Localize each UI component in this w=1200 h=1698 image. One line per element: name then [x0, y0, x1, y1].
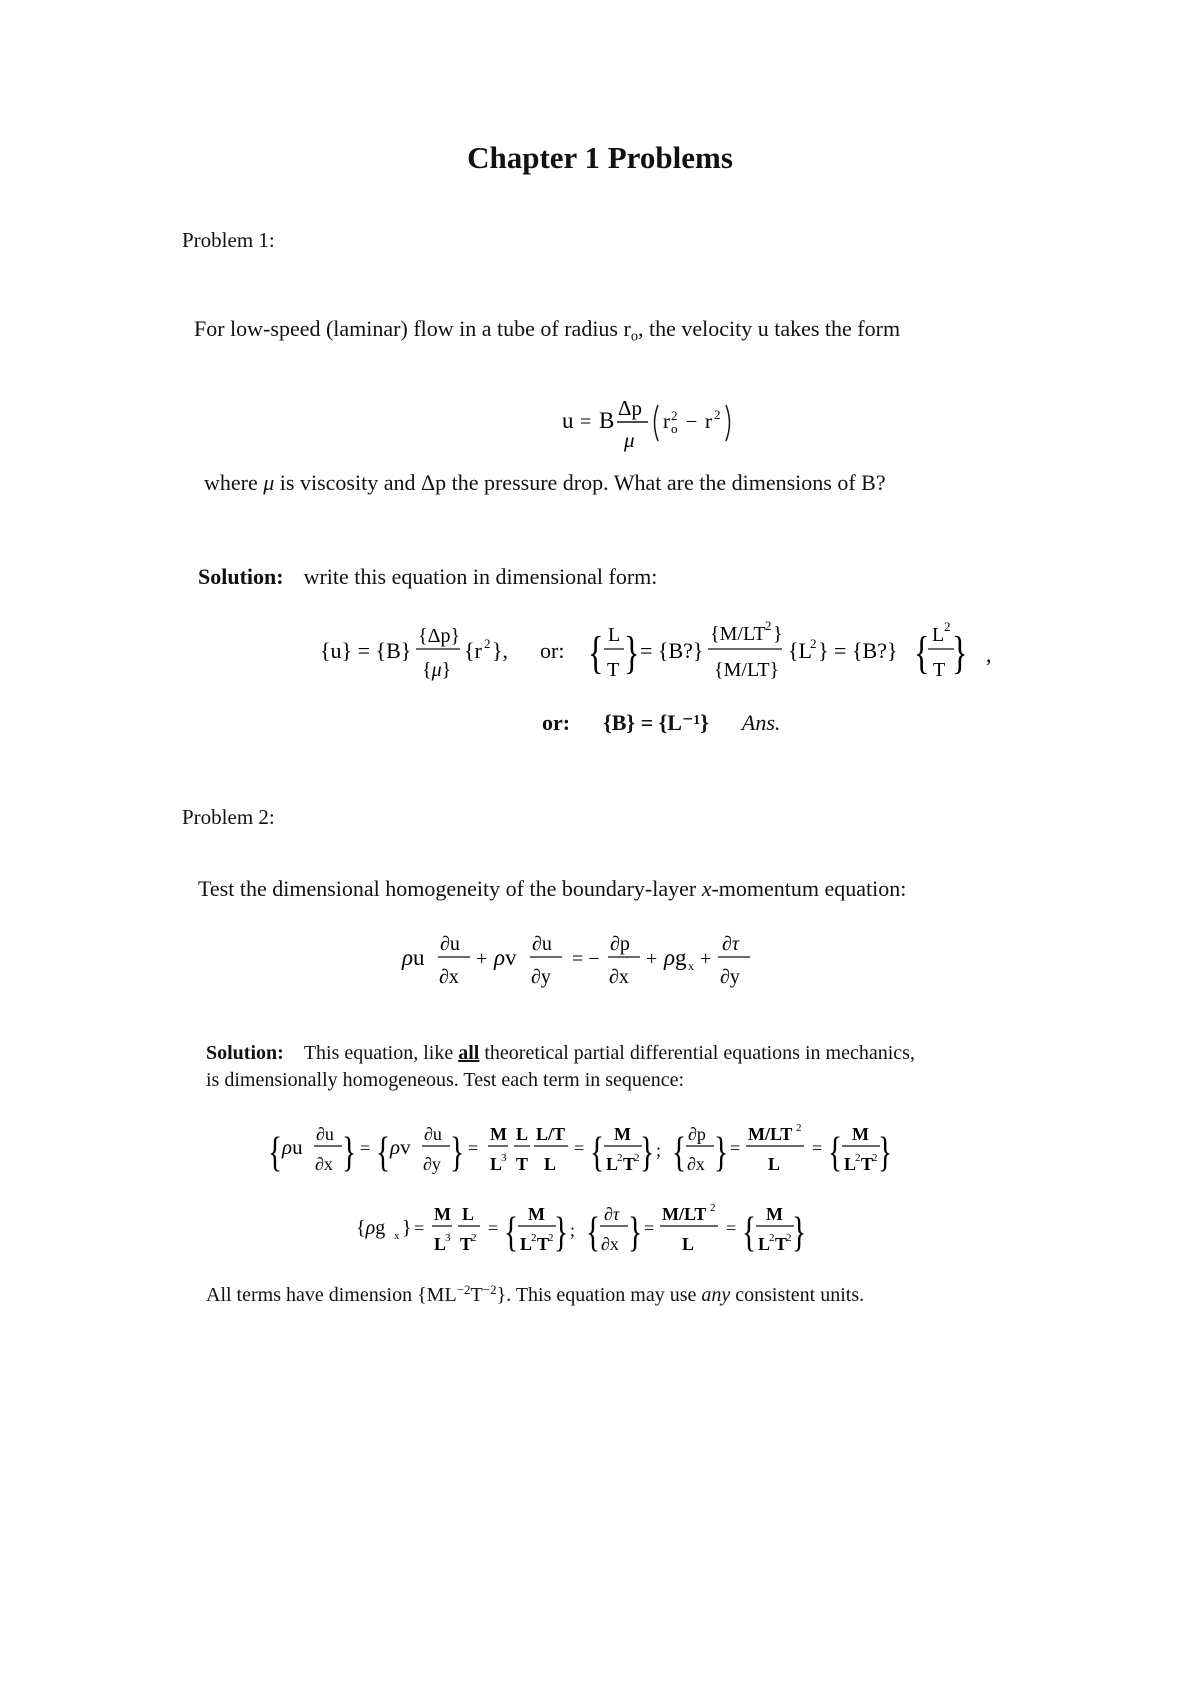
answer-value: {B} = {L⁻¹} — [603, 710, 709, 735]
svg-text:x: x — [688, 959, 694, 973]
solution-label: Solution: — [198, 564, 284, 589]
svg-text:∂u: ∂u — [532, 933, 552, 955]
svg-text:∂x: ∂x — [687, 1154, 705, 1174]
problem-2-heading: Problem 2: — [182, 805, 275, 829]
svg-text:∂p: ∂p — [688, 1124, 706, 1144]
svg-text:L: L — [932, 624, 945, 646]
svg-text:+: + — [476, 948, 488, 970]
svg-text:{ρg: {ρg — [356, 1217, 386, 1239]
svg-text:2: 2 — [671, 408, 678, 423]
svg-text:2: 2 — [531, 1232, 537, 1244]
svg-text:{u} = {B}: {u} = {B} — [320, 638, 412, 663]
svg-text:∂x: ∂x — [439, 966, 459, 988]
svg-text:∂x: ∂x — [601, 1234, 619, 1254]
solution-label: Solution: — [206, 1042, 284, 1064]
svg-text:u: u — [562, 408, 574, 433]
svg-text:L: L — [462, 1204, 475, 1224]
svg-text:2: 2 — [872, 1152, 878, 1164]
svg-text:;: ; — [570, 1220, 576, 1240]
svg-text:}: } — [554, 1208, 569, 1256]
svg-text:}: } — [342, 1128, 357, 1176]
svg-text:M/LT: M/LT — [748, 1124, 793, 1144]
svg-text:2: 2 — [944, 619, 951, 634]
problem-1-equation — [560, 385, 760, 455]
svg-text:2: 2 — [796, 1122, 802, 1134]
svg-text:∂x: ∂x — [609, 966, 629, 988]
svg-text:2: 2 — [710, 1202, 716, 1214]
problem-1-where: where μ is viscosity and Δp the pressure drop. What are the dimensions of B? — [204, 470, 886, 495]
svg-text:x: x — [394, 1230, 400, 1242]
svg-text:}: } — [792, 1208, 807, 1256]
svg-text:2: 2 — [810, 636, 817, 651]
svg-text:}: } — [402, 1217, 412, 1239]
svg-text:T: T — [933, 659, 946, 681]
svg-text:∂u: ∂u — [440, 933, 460, 955]
svg-text:=: = — [726, 1218, 737, 1238]
problem-1-statement: For low-speed (laminar) flow in a tube of radius $r_o$, the velocity u takes the form — [194, 316, 901, 345]
svg-text:or:: or: — [540, 638, 565, 663]
svg-text:∂y: ∂y — [720, 966, 740, 988]
svg-text:∂y: ∂y — [423, 1154, 441, 1174]
svg-text:+: + — [646, 948, 658, 970]
svg-text:{: { — [268, 1128, 283, 1176]
svg-text:= −: = − — [572, 948, 600, 970]
svg-text:B: B — [599, 408, 615, 433]
svg-text:2: 2 — [548, 1232, 554, 1244]
svg-text:L: L — [608, 624, 621, 646]
svg-text:∂x: ∂x — [315, 1154, 333, 1174]
problem-2-conclusion: All terms have dimension $\{ML^{-2}T^{-2}\}$. This equation may use any consistent units. — [206, 1282, 865, 1307]
svg-text:L: L — [434, 1234, 447, 1254]
svg-text:L: L — [606, 1154, 619, 1174]
problem-2-term-equation-2 — [354, 1190, 874, 1270]
svg-text:=: = — [414, 1218, 425, 1238]
svg-text:}: } — [714, 1128, 729, 1176]
svg-text:2: 2 — [471, 1232, 477, 1244]
svg-text:T: T — [516, 1154, 529, 1174]
problem-2-term-equation-1 — [268, 1110, 968, 1190]
svg-text:∂u: ∂u — [424, 1124, 442, 1144]
svg-text:=: = — [468, 1138, 479, 1158]
svg-text:L: L — [844, 1154, 857, 1174]
svg-text:Δp: Δp — [618, 396, 643, 420]
svg-text:2: 2 — [855, 1152, 861, 1164]
svg-text:{r: {r — [464, 638, 482, 663]
svg-text:T: T — [537, 1234, 550, 1254]
svg-text:L: L — [682, 1234, 695, 1254]
svg-text:,: , — [986, 642, 992, 667]
svg-text:∂τ: ∂τ — [604, 1204, 620, 1224]
svg-text:=: = — [580, 411, 592, 433]
svg-text:∂u: ∂u — [316, 1124, 334, 1144]
svg-text:}: } — [952, 627, 968, 679]
svg-text:2: 2 — [765, 618, 772, 633]
svg-text:M: M — [528, 1204, 545, 1224]
svg-text:2: 2 — [634, 1152, 640, 1164]
problem-2-equation — [400, 920, 780, 1000]
svg-text:2: 2 — [769, 1232, 775, 1244]
problem-1-dimensional-equation — [318, 610, 1038, 690]
svg-text:{: { — [588, 627, 604, 679]
svg-text:L: L — [758, 1234, 771, 1254]
answer-label: Ans. — [741, 710, 781, 735]
svg-text:{: { — [914, 627, 930, 679]
svg-text:=: = — [644, 1218, 655, 1238]
svg-text:=: = — [730, 1138, 741, 1158]
svg-text:} = {B?}: } = {B?} — [818, 638, 898, 663]
svg-text:2: 2 — [617, 1152, 623, 1164]
svg-text:{: { — [672, 1128, 687, 1176]
svg-text:}: } — [640, 1128, 655, 1176]
svg-text:{M/LT}: {M/LT} — [714, 659, 780, 681]
svg-text:L/T: L/T — [536, 1124, 566, 1144]
svg-text:∂y: ∂y — [531, 966, 551, 988]
svg-text:=: = — [488, 1218, 499, 1238]
svg-text:r: r — [705, 409, 712, 433]
svg-text:2: 2 — [786, 1232, 792, 1244]
svg-text:μ: μ — [624, 428, 635, 452]
svg-text:{M/LT: {M/LT — [710, 623, 766, 645]
svg-text:= {B?}: = {B?} — [640, 638, 704, 663]
svg-text:T: T — [623, 1154, 636, 1174]
svg-text:3: 3 — [501, 1152, 507, 1164]
svg-text:ρv: ρv — [390, 1135, 411, 1159]
svg-text:T: T — [861, 1154, 874, 1174]
svg-text:o: o — [671, 421, 678, 436]
problem-1-answer: or: {B} = {L⁻¹} Ans. — [542, 710, 781, 735]
svg-text:3: 3 — [445, 1232, 451, 1244]
svg-text:{: { — [504, 1208, 519, 1256]
svg-text:}: } — [878, 1128, 893, 1176]
svg-text:}: } — [624, 627, 640, 679]
svg-text:}: } — [628, 1208, 643, 1256]
svg-text:{: { — [586, 1208, 601, 1256]
svg-text:L: L — [490, 1154, 503, 1174]
svg-text:ρu: ρu — [282, 1135, 303, 1159]
svg-text:=: = — [812, 1138, 823, 1158]
svg-text:∂p: ∂p — [610, 933, 630, 955]
svg-text:=: = — [574, 1138, 585, 1158]
svg-text:2: 2 — [484, 636, 491, 651]
problem-2-statement: Test the dimensional homogeneity of the boundary-layer x-momentum equation: — [198, 876, 907, 901]
svg-text:M: M — [434, 1204, 451, 1224]
svg-text:+: + — [700, 948, 712, 970]
svg-text:L: L — [544, 1154, 557, 1174]
svg-text:M: M — [766, 1204, 783, 1224]
svg-text:{: { — [742, 1208, 757, 1256]
svg-text:2: 2 — [714, 407, 721, 422]
svg-text:{μ}: {μ} — [422, 659, 452, 681]
svg-text:{: { — [828, 1128, 843, 1176]
svg-text:M: M — [490, 1124, 507, 1144]
svg-text:M: M — [852, 1124, 869, 1144]
svg-text:T: T — [607, 659, 620, 681]
svg-text:∂τ: ∂τ — [722, 933, 740, 955]
svg-text:},: }, — [492, 638, 509, 663]
problem-2-solution-text: Solution: This equation, like all theoretical partial differential equations in mechanics, is dimensionally homogeneous. Test each term in sequence: — [206, 1042, 915, 1091]
svg-text:ρu: ρu — [402, 945, 425, 970]
svg-text:=: = — [360, 1138, 371, 1158]
problem-1-solution-line: Solution: write this equation in dimensional form: — [198, 564, 658, 589]
svg-text:M/LT: M/LT — [662, 1204, 707, 1224]
svg-text:T: T — [460, 1234, 473, 1254]
svg-text:}: } — [450, 1128, 465, 1176]
svg-text:T: T — [775, 1234, 788, 1254]
svg-text:{: { — [590, 1128, 605, 1176]
svg-text:{: { — [376, 1128, 391, 1176]
svg-text:L: L — [520, 1234, 533, 1254]
svg-text:}: } — [773, 623, 783, 645]
svg-text:M: M — [614, 1124, 631, 1144]
problem-1-heading: Problem 1: — [182, 228, 275, 252]
svg-text:{Δp}: {Δp} — [418, 625, 461, 647]
svg-text:ρg: ρg — [664, 945, 687, 970]
svg-text:ρv: ρv — [494, 945, 517, 970]
page-title: Chapter 1 Problems — [467, 140, 733, 175]
svg-text:L: L — [768, 1154, 781, 1174]
svg-text:{L: {L — [788, 638, 812, 663]
svg-text:r: r — [663, 409, 670, 433]
svg-text:L: L — [516, 1124, 529, 1144]
svg-text:;: ; — [656, 1140, 662, 1160]
svg-text:−: − — [686, 411, 698, 433]
